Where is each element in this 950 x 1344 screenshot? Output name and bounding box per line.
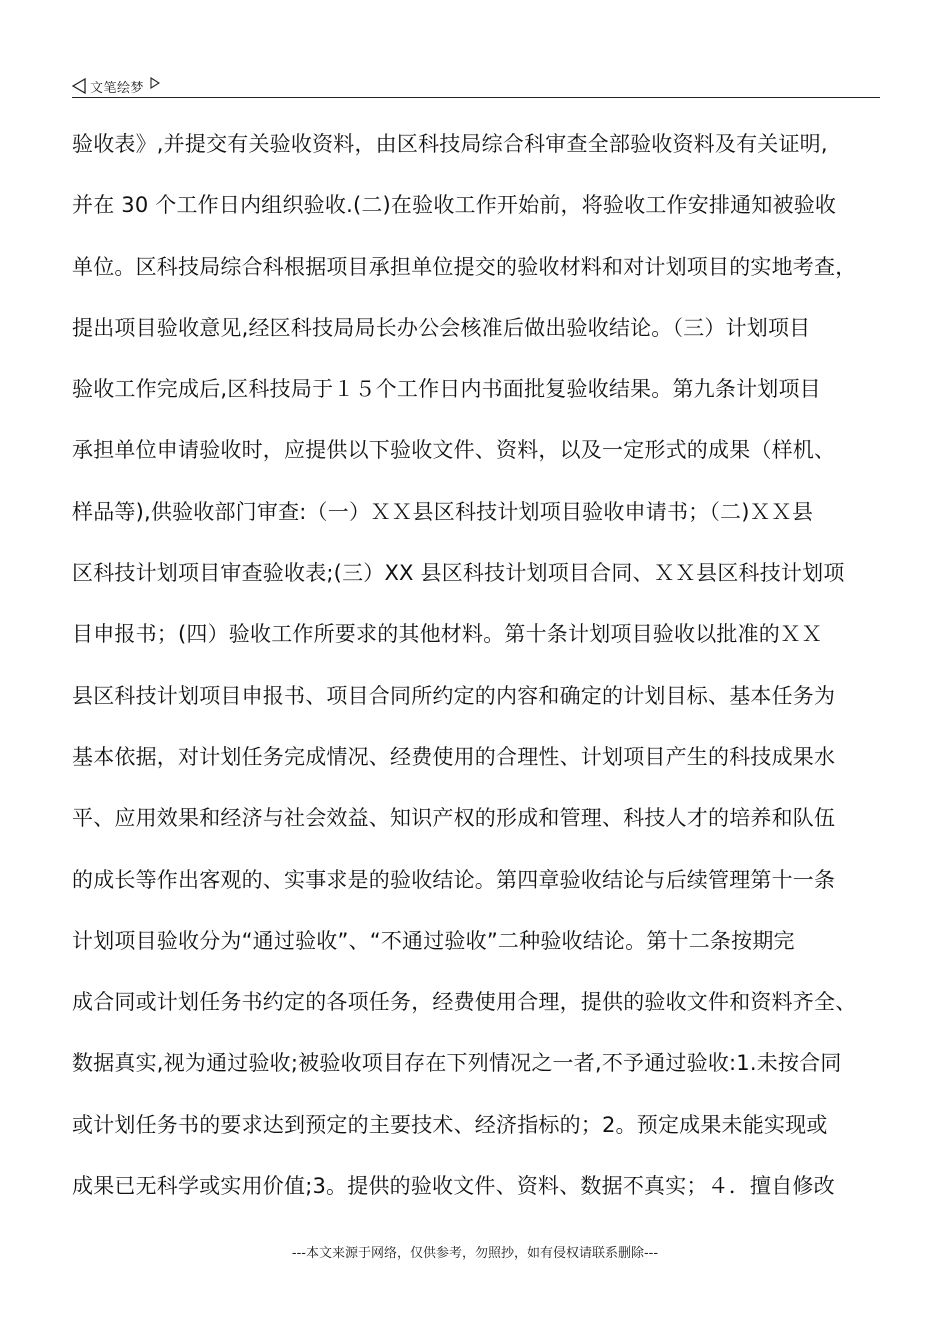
text-line: 目申报书；(四）验收工作所要求的其他材料。第十条计划项目验收以批准的ＸＸ [72,622,823,647]
text-line: 承担单位申请验收时，应提供以下验收文件、资料，以及一定形式的成果（样机、 [72,438,836,463]
text-line: 县区科技计划项目申报书、项目合同所约定的内容和确定的计划目标、基本任务为 [72,683,836,708]
text-line: 计划项目验收分为“通过验收”、“不通过验收”二种验收结论。第十二条按期完 [72,928,795,953]
text-line: 成果已无科学或实用价值;3。提供的验收文件、资料、数据不真实；４．擅自修改 [72,1174,835,1199]
text-line: 提出项目验收意见,经区科技局局长办公会核准后做出验收结论。（三）计划项目 [72,315,811,340]
triangle-right-icon [150,77,160,89]
text-line: 单位。区科技局综合科根据项目承担单位提交的验收材料和对计划项目的实地考查， [72,254,857,279]
triangle-left-icon [72,78,86,94]
page-footer: ---本文来源于网络，仅供参考，勿照抄，如有侵权请联系删除--- [291,1246,659,1261]
text-line: 成合同或计划任务书约定的各项任务，经费使用合理，提供的验收文件和资料齐全、 [72,990,857,1015]
header-brand: 文笔绘梦 [90,80,145,96]
text-line: 样品等),供验收部门审查:（一）ＸＸ县区科技计划项目验收申请书；（二)ＸＸ县 [72,499,814,524]
text-line: 数据真实,视为通过验收;被验收项目存在下列情况之一者,不予通过验收:1.未按合同 [72,1051,842,1076]
text-line: 并在 30 个工作日内组织验收.(二)在验收工作开始前，将验收工作安排通知被验收 [72,193,837,218]
page-header [72,74,880,98]
text-line: 验收工作完成后,区科技局于１５个工作日内书面批复验收结果。第九条计划项目 [72,377,821,402]
text-line: 或计划任务书的要求达到预定的主要技术、经济指标的；2。预定成果未能实现或 [72,1112,828,1137]
text-line: 的成长等作出客观的、实事求是的验收结论。第四章验收结论与后续管理第十一条 [72,867,836,892]
document-body [72,122,884,1225]
text-line: 验收表》,并提交有关验收资料，由区科技局综合科审查全部验收资料及有关证明, [72,132,828,156]
header-divider [72,97,880,98]
text-line: 区科技计划项目审查验收表;(三）XX 县区科技计划项目合同、ＸＸ县区科技计划项 [72,561,845,586]
text-line: 平、应用效果和经济与社会效益、知识产权的形成和管理、科技人才的培养和队伍 [72,806,836,831]
text-line: 基本依据，对计划任务完成情况、经费使用的合理性、计划项目产生的科技成果水 [72,744,836,769]
